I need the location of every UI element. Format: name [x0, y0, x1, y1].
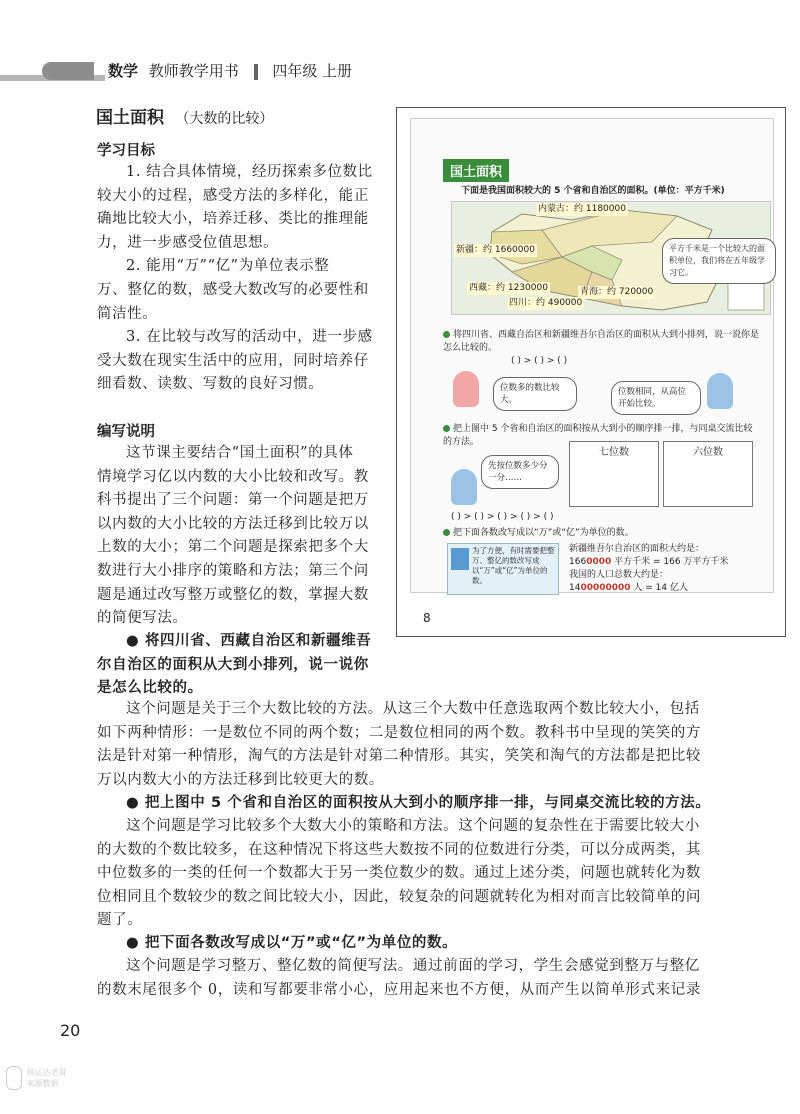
watermark-text [27, 1067, 67, 1089]
girl-character-icon [453, 371, 479, 407]
figure-question-3 [443, 527, 761, 540]
q1-line: 如下两种情形：一是数位不同的两个数；二是数位相同的两个数。教科书中呈现的笑笑的方 [97, 724, 701, 741]
boy-character-icon [707, 373, 733, 409]
conversion-line-3: 我国的人口总数大约是： [569, 570, 669, 580]
q2-line: 中位数多的一类的任何一个数都大于另一类位数少的数。通过上述分类，问题也就转化为数 [97, 865, 701, 882]
figure-q1-blanks: ( ) > ( ) > ( ) [511, 356, 568, 366]
conversion-note-box [447, 543, 559, 595]
writing-line: 的简便写法。 [97, 610, 188, 627]
q1-line: 万以内数大小的方法迁移到比较更大的数。 [97, 771, 384, 788]
conversion-examples [569, 543, 769, 595]
section-title [96, 103, 273, 128]
map-label-qinghai: 青海：约 720000 [580, 287, 654, 297]
q2-line: 题了。 [97, 912, 143, 929]
watermark-logo-icon [6, 1066, 22, 1090]
q1-line: 法是针对第一种情形，淘气的方法是针对第二种情形。其实，笑笑和淘气的方法都是把比较 [97, 748, 701, 765]
conversion-line-1: 新疆维吾尔自治区的面积大约是： [569, 544, 705, 554]
green-bullet-icon [443, 529, 450, 536]
china-map [451, 201, 771, 315]
textbook-page [410, 118, 774, 593]
question-1-heading [97, 630, 381, 701]
q2-line: 这个问题是学习比较多个大数大小的策略和方法。这个问题的复杂性在于需要比较大小 [126, 818, 700, 834]
objective-1-line: 1. 结合具体情境，经历探索多位数比 [126, 164, 373, 180]
seven-digit-box [569, 441, 659, 507]
objectives-heading: 学习目标 [97, 143, 155, 159]
q1-line: 这个问题是关于三个大数比较的方法。从这三个大数中任意选取两个数比较大小，包括 [126, 701, 700, 717]
conversion-line-2 [569, 556, 769, 569]
map-note-bubble: 平方千米是一个比较大的面积单位，我们将在五年级学习它。 [662, 238, 776, 284]
watermark [6, 1066, 86, 1090]
objective-1-line: 力，进一步感受位值思想。 [97, 234, 279, 251]
map-label-xizang: 西藏：约 1230000 [469, 283, 548, 293]
six-digit-label: 六位数 [693, 447, 723, 458]
q3-line: 的数末尾很多个 0，读和写都要非常小心，应用起来也不方便，从而产生以简单形式来记录 [97, 981, 701, 998]
q1-heading-line: ● 将四川省、西藏自治区和新疆维吾 [126, 633, 372, 649]
objective-2-line: 2. 能用“万”“亿”为单位表示整 [126, 258, 330, 275]
conv-166: 166 [569, 557, 587, 567]
header-book: 教师教学用书 [148, 62, 239, 80]
objective-2-line: 简洁性。 [97, 305, 158, 322]
girl-speech-bubble: 位数多的数比较大。 [493, 377, 577, 411]
q2-line: 的大数的个数比较多，在这种情况下将这些大数按不同的位数进行分类，可以分成两类，其 [97, 841, 701, 858]
map-label-xinjiang: 新疆：约 1660000 [456, 245, 535, 255]
sorting-speech-bubble: 先按位数多少分一分…… [481, 455, 559, 489]
section-subtitle: （大数的比较） [175, 111, 274, 127]
figure-page-number: 8 [423, 611, 431, 625]
writing-line: 题是通过改写整万或整亿的数，掌握大数 [97, 586, 369, 603]
objectives-text [97, 161, 381, 397]
green-bullet-icon [443, 425, 450, 432]
objective-3-line: 3. 在比较与改写的活动中，进一步感 [126, 329, 373, 346]
map-label-neimenggu: 内蒙古：约 1180000 [538, 204, 626, 214]
section-title-text: 国土面积 [96, 108, 164, 128]
conv-zeros-4: 0000 [586, 557, 612, 567]
writing-line: 数进行大小排序的策略和方法；第三个问 [97, 562, 369, 579]
q2-line: 位相同且个数较少的数之间比较大小，因此，较复杂的问题就转化为相对而言比较简单的问 [97, 888, 701, 905]
figure-intro: 下面是我国面积较大的 5 个省和自治区的面积。(单位：平方千米) [461, 186, 725, 196]
running-header [108, 60, 352, 81]
question-3-explanation [97, 955, 723, 1002]
boy-character-2-icon [451, 469, 477, 505]
q1-heading-line: 是怎么比较的。 [97, 680, 203, 697]
figure-title-tag: 国土面积 [443, 159, 509, 182]
page-number: 20 [60, 1021, 81, 1040]
question-2-heading: ● 把上图中 5 个省和自治区的面积按从大到小的顺序排一排，与同桌交流比较的方法。 [126, 795, 711, 811]
conv-14: 14 [569, 583, 581, 593]
objective-3-line: 细看数、读数、写数的良好习惯。 [97, 376, 324, 393]
header-divider [254, 64, 258, 80]
writing-line: 上数的大小；第二个问题是探索把多个大 [97, 539, 369, 556]
conv-line4-rest: 人 = 14 亿人 [630, 583, 688, 593]
watermark-line-2: 来源数据 [26, 1079, 59, 1088]
writing-line: 以内数的大小比较的方法迁移到比较万以 [97, 515, 369, 532]
writing-intro [97, 442, 381, 631]
conversion-line-4 [569, 582, 769, 595]
writing-heading: 编写说明 [97, 424, 155, 440]
header-tab [42, 62, 94, 80]
book-icon [451, 548, 469, 570]
figure-q3-text: 把下面各数改写成以“万”或“亿”为单位的数。 [453, 528, 634, 538]
map-label-sichuan: 四川：约 490000 [509, 298, 583, 308]
objective-1-line: 较大小的过程，感受方法的多样化，能正 [97, 187, 369, 204]
objective-1-line: 确地比较大小，培养迁移、类比的推理能 [97, 211, 369, 228]
objective-2-line: 万、整亿的数，感受大数改写的必要性和 [97, 281, 369, 298]
q3-line: 这个问题是学习整万、整亿数的简便写法。通过前面的学习，学生会感觉到整万与整亿 [126, 958, 700, 974]
seven-digit-label: 七位数 [599, 447, 629, 458]
question-1-explanation [97, 698, 723, 792]
writing-line: 情境学习亿以内数的大小比较和改写。教 [97, 468, 369, 485]
six-digit-box [663, 441, 753, 507]
textbook-figure [396, 107, 786, 637]
green-bullet-icon [443, 331, 450, 338]
watermark-line-1: 韩运达老哥 [26, 1068, 67, 1077]
figure-question-1 [443, 329, 761, 355]
boy-speech-bubble: 位数相同，从高位开始比较。 [611, 381, 701, 415]
writing-line: 科书提出了三个问题：第一个问题是把万 [97, 492, 369, 509]
objective-3-line: 受大数在现实生活中的应用，同时培养仔 [97, 352, 369, 369]
header-grade: 四年级 上册 [272, 62, 353, 80]
question-3-heading: ● 把下面各数改写成以“万”或“亿”为单位的数。 [126, 935, 458, 951]
figure-q2-text: 把上图中 5 个省和自治区的面积按从大到小的顺序排一排，与同桌交流比较的方法。 [443, 424, 753, 447]
figure-q2-blanks: ( ) > ( ) > ( ) > ( ) > ( ) [451, 512, 554, 522]
header-subject: 数学 [108, 62, 139, 80]
figure-q1-text: 将四川省、西藏自治区和新疆维吾尔自治区的面积从大到小排列，说一说你是怎么比较的。 [443, 330, 760, 353]
q1-heading-line: 尔自治区的面积从大到小排列，说一说你 [97, 656, 369, 673]
conversion-note-text: 为了方便，有时需要把整万、整亿的数改写成以“万”或“亿”为单位的数。 [472, 546, 555, 585]
conv-line2-rest: 平方千米 = 166 万平方千米 [611, 557, 729, 567]
question-2-explanation [97, 815, 723, 933]
writing-line: 这节课主要结合“国土面积”的具体 [126, 445, 354, 461]
conv-zeros-8: 00000000 [580, 583, 631, 593]
